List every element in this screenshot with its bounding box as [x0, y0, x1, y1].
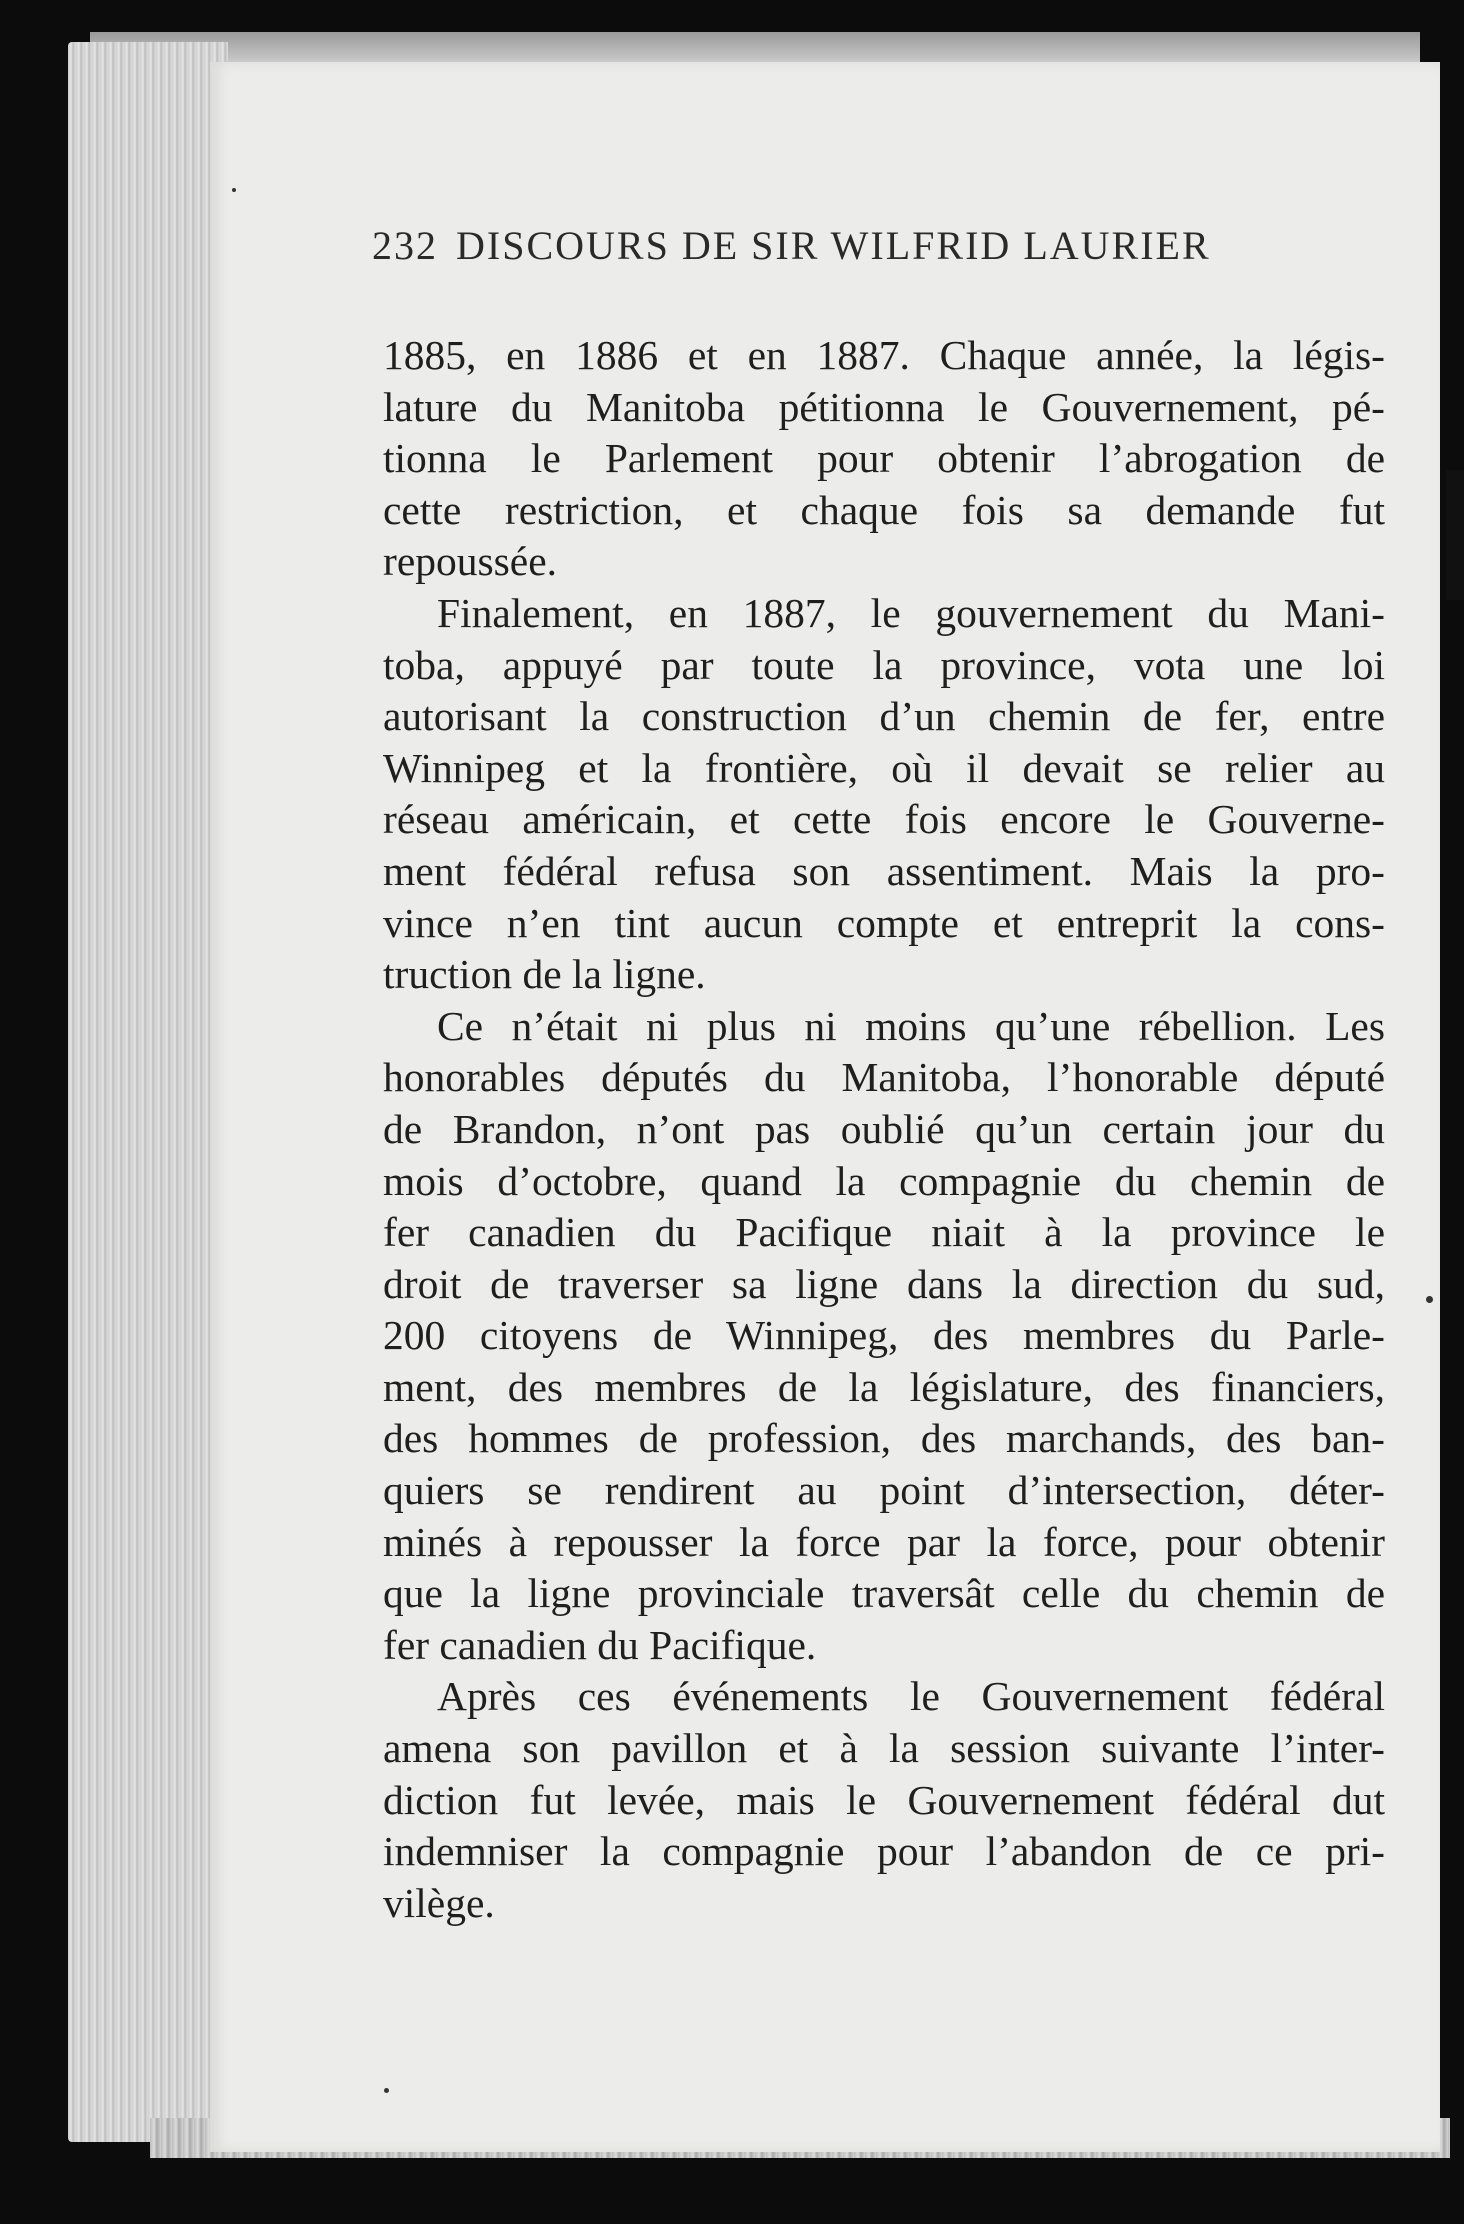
text-line: droit de traverser sa ligne dans la direction du sud, [383, 1260, 1385, 1307]
text-line: fer canadien du Pacifique niait à la province le [383, 1209, 1385, 1256]
text-line: repoussée. [383, 538, 558, 585]
running-title: DISCOURS DE SIR WILFRID LAURIER [456, 223, 1211, 268]
scan-speck [232, 188, 236, 192]
text-line: mois d’octobre, quand la compagnie du chemin de [383, 1157, 1385, 1204]
scan-speck [384, 2088, 389, 2093]
text-line: fer canadien du Pacifique. [383, 1621, 817, 1668]
text-line: 1885, en 1886 et en 1887. Chaque année, la légis- [383, 332, 1385, 378]
text-line: tionna le Parlement pour obtenir l’abrogation de [383, 435, 1385, 482]
text-line: Ce n’était ni plus ni moins qu’une rébellion. Les [437, 1002, 1385, 1049]
text-line: vince n’en tint aucun compte et entreprit la cons- [383, 899, 1385, 946]
binding-shadow [1446, 470, 1464, 600]
text-line: vilège. [383, 1879, 495, 1926]
text-line: minés à repousser la force par la force, pour obtenir [383, 1518, 1385, 1565]
text-line: de Brandon, n’ont pas oublié qu’un certain jour du [383, 1105, 1385, 1152]
text-line: des hommes de profession, des marchands, des ban- [383, 1415, 1385, 1462]
body-text [383, 330, 1385, 1929]
text-line: que la ligne provinciale traversât celle du chemin de [383, 1570, 1385, 1617]
text-line: Finalement, en 1887, le gouvernement du Mani- [437, 589, 1385, 636]
text-line: toba, appuyé par toute la province, vota une loi [383, 641, 1385, 688]
text-line: ment, des membres de la législature, des financiers, [383, 1363, 1385, 1410]
text-line: honorables députés du Manitoba, l’honorable député [383, 1054, 1385, 1101]
text-line: truction de la ligne. [383, 951, 706, 998]
running-head [372, 222, 1332, 269]
text-line: Après ces événements le Gouvernement fédéral [437, 1673, 1385, 1720]
text-line: diction fut levée, mais le Gouvernement fédéral dut [383, 1776, 1385, 1823]
text-line: autorisant la construction d’un chemin de fer, entre [383, 693, 1385, 740]
text-line: cette restriction, et chaque fois sa demande fut [383, 486, 1385, 533]
scan-speck [1426, 1296, 1433, 1303]
text-line: 200 citoyens de Winnipeg, des membres du Parle- [383, 1312, 1385, 1359]
text-line: quiers se rendirent au point d’intersection, déter- [383, 1467, 1385, 1514]
text-line: ment fédéral refusa son assentiment. Mais la pro- [383, 847, 1385, 894]
text-line: indemniser la compagnie pour l’abandon de ce pri- [383, 1828, 1385, 1875]
text-line: Winnipeg et la frontière, où il devait se relier au [383, 744, 1385, 791]
text-line: amena son pavillon et à la session suivante l’inter- [383, 1725, 1385, 1772]
text-line: réseau américain, et cette fois encore le Gouverne- [383, 796, 1385, 843]
page-edges-left [68, 42, 228, 2142]
text-line: lature du Manitoba pétitionna le Gouvernement, pé- [383, 383, 1385, 430]
page-number: 232 [372, 223, 438, 268]
